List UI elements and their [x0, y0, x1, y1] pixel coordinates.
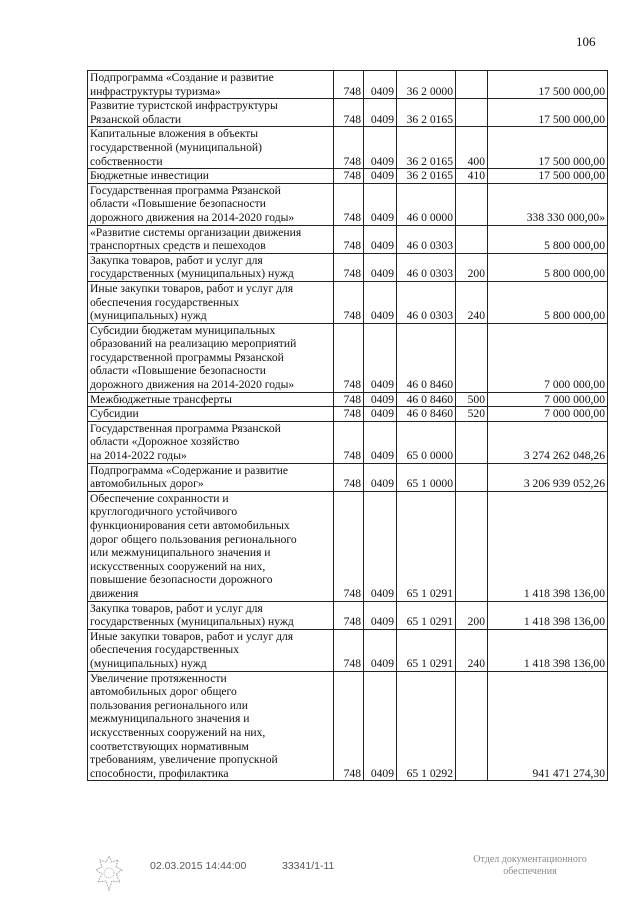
row-code-text: 748 [343, 615, 361, 629]
row-target-article-text: 46 0 8460 [406, 378, 453, 392]
row-code-text: 748 [343, 378, 361, 392]
row-target-article [397, 491, 456, 601]
row-amount-text: 7 000 000,00 [544, 407, 605, 421]
row-code [334, 491, 364, 601]
row-expense-type [456, 407, 488, 422]
row-target-article-text: 36 2 0165 [406, 154, 453, 168]
row-expense-type-text: 410 [467, 169, 485, 183]
row-expense-type [456, 421, 488, 463]
row-section [364, 421, 397, 463]
row-expense-type-text: 200 [467, 267, 485, 281]
row-code [334, 281, 364, 323]
row-amount-text: 941 471 274,30 [532, 766, 605, 780]
row-name-text: Развитие туристской инфраструктуры Рязанской области [90, 99, 278, 126]
row-amount [488, 671, 608, 781]
row-target-article [397, 407, 456, 422]
row-name [88, 183, 334, 225]
row-expense-type [456, 99, 488, 127]
table-row [88, 253, 608, 281]
row-name [88, 169, 334, 184]
row-name-text: Субсидии бюджетам муниципальных образований на реализацию мероприятий государственной программы Рязанской области «Повышение безопасности дорожного движения на 2014-2020 годы» [90, 323, 297, 392]
row-amount-text: 1 418 398 136,00 [523, 615, 605, 629]
row-amount [488, 127, 608, 169]
row-section-text: 0409 [370, 477, 394, 491]
row-amount [488, 323, 608, 392]
row-amount-text: 5 800 000,00 [544, 239, 605, 253]
row-target-article-text: 46 0 8460 [406, 392, 453, 406]
row-target-article [397, 183, 456, 225]
row-section [364, 601, 397, 629]
row-name-text: Межбюджетные трансферты [90, 392, 232, 406]
row-amount-text: 17 500 000,00 [538, 169, 605, 183]
row-target-article-text: 46 0 0000 [406, 210, 453, 224]
row-name-text: Подпрограмма «Создание и развитие инфраструктуры туризма» [90, 71, 274, 98]
row-section [364, 127, 397, 169]
row-section-text: 0409 [370, 392, 394, 406]
table-row [88, 421, 608, 463]
row-code [334, 71, 364, 99]
row-code [334, 127, 364, 169]
row-amount [488, 601, 608, 629]
row-expense-type [456, 601, 488, 629]
row-amount [488, 225, 608, 253]
budget-table-body [88, 71, 608, 781]
table-row [88, 183, 608, 225]
row-target-article-text: 65 0 0000 [406, 449, 453, 463]
row-expense-type-text: 500 [467, 392, 485, 406]
row-amount-text: 7 000 000,00 [544, 392, 605, 406]
row-amount-text: 7 000 000,00 [544, 378, 605, 392]
row-target-article-text: 65 1 0000 [406, 477, 453, 491]
row-amount [488, 71, 608, 99]
row-amount [488, 253, 608, 281]
row-name-text: Субсидии [90, 407, 139, 421]
row-target-article-text: 46 0 8460 [406, 407, 453, 421]
table-row [88, 392, 608, 407]
row-code [334, 601, 364, 629]
row-section-text: 0409 [370, 169, 394, 183]
row-code-text: 748 [343, 449, 361, 463]
row-section [364, 463, 397, 491]
row-section-text: 0409 [370, 586, 394, 600]
row-name-text: Обеспечение сохранности и круглогодичного устойчивого функционирования сети автомобильных дорог общего пользования регионального или межмуниципального значения и искусственных сооружений на них, повышение безопасности дорожного движения [90, 491, 297, 600]
row-target-article [397, 392, 456, 407]
row-amount [488, 392, 608, 407]
row-amount-text: 3 274 262 048,26 [523, 449, 605, 463]
row-amount-text: 17 500 000,00 [538, 112, 605, 126]
row-expense-type-text: 200 [467, 615, 485, 629]
row-target-article-text: 65 1 0291 [406, 656, 453, 670]
row-section-text: 0409 [370, 449, 394, 463]
row-name-text: Бюджетные инвестиции [90, 169, 210, 183]
row-expense-type [456, 323, 488, 392]
row-name [88, 225, 334, 253]
footer-department-stamp: Отдел документационного обеспечения [473, 854, 587, 877]
row-amount [488, 281, 608, 323]
row-section [364, 323, 397, 392]
row-code-text: 748 [343, 112, 361, 126]
row-amount-text: 3 206 939 052,26 [523, 477, 605, 491]
row-code [334, 392, 364, 407]
row-section-text: 0409 [370, 112, 394, 126]
table-row [88, 99, 608, 127]
row-name-text: Капитальные вложения в объекты государственной (муниципальной) собственности [90, 127, 262, 168]
row-code-text: 748 [343, 210, 361, 224]
row-amount-text: 5 800 000,00 [544, 309, 605, 323]
row-amount [488, 183, 608, 225]
row-section-text: 0409 [370, 615, 394, 629]
row-section-text: 0409 [370, 407, 394, 421]
row-section-text: 0409 [370, 766, 394, 780]
row-section [364, 99, 397, 127]
row-code-text: 748 [343, 477, 361, 491]
row-name-text: Государственная программа Рязанской области «Дорожное хозяйство на 2014-2022 годы» [90, 421, 281, 463]
table-row [88, 463, 608, 491]
row-amount-text: 5 800 000,00 [544, 267, 605, 281]
row-code-text: 748 [343, 766, 361, 780]
row-target-article-text: 36 2 0165 [406, 112, 453, 126]
row-code-text: 748 [343, 239, 361, 253]
row-section [364, 253, 397, 281]
row-expense-type [456, 169, 488, 184]
row-amount [488, 463, 608, 491]
row-section-text: 0409 [370, 309, 394, 323]
row-name [88, 253, 334, 281]
row-name [88, 491, 334, 601]
row-section-text: 0409 [370, 210, 394, 224]
row-expense-type [456, 127, 488, 169]
row-target-article [397, 629, 456, 671]
row-code [334, 169, 364, 184]
row-target-article-text: 65 1 0292 [406, 766, 453, 780]
row-code-text: 748 [343, 656, 361, 670]
row-section-text: 0409 [370, 378, 394, 392]
row-name [88, 127, 334, 169]
row-target-article [397, 169, 456, 184]
row-code-text: 748 [343, 267, 361, 281]
row-section [364, 225, 397, 253]
row-expense-type [456, 463, 488, 491]
row-section [364, 183, 397, 225]
row-name [88, 323, 334, 392]
row-target-article-text: 65 1 0291 [406, 615, 453, 629]
row-target-article [397, 323, 456, 392]
table-row [88, 225, 608, 253]
row-name-text: Увеличение протяженности автомобильных дорог общего пользования регионального или межмуниципального значения и искусственных сооружений на них, соответствующих нормативным требованиям, увеличение пропускной способности, профилактика [90, 671, 278, 780]
page-number: 106 [576, 34, 596, 49]
row-code [334, 463, 364, 491]
row-name-text: «Развитие системы организации движения транспортных средств и пешеходов [90, 225, 302, 253]
row-name-text: Закупка товаров, работ и услуг для государственных (муниципальных) нужд [90, 253, 294, 281]
footer-document-number: 33341/1-11 [282, 860, 335, 872]
row-expense-type [456, 225, 488, 253]
table-row [88, 127, 608, 169]
row-target-article-text: 36 2 0000 [406, 84, 453, 98]
table-row [88, 407, 608, 422]
row-code-text: 748 [343, 309, 361, 323]
row-target-article-text: 46 0 0303 [406, 267, 453, 281]
table-row [88, 71, 608, 99]
row-name [88, 392, 334, 407]
row-code-text: 748 [343, 392, 361, 406]
row-section [364, 629, 397, 671]
coat-of-arms-icon [92, 854, 126, 894]
row-code [334, 183, 364, 225]
row-name [88, 601, 334, 629]
row-name-text: Иные закупки товаров, работ и услуг для обеспечения государственных (муниципальных) нужд [90, 281, 294, 323]
row-target-article [397, 99, 456, 127]
row-target-article [397, 671, 456, 781]
table-row [88, 671, 608, 781]
row-target-article-text: 65 1 0291 [406, 586, 453, 600]
row-name-text: Подпрограмма «Содержание и развитие автомобильных дорог» [90, 463, 289, 491]
row-section [364, 671, 397, 781]
row-section-text: 0409 [370, 154, 394, 168]
row-target-article-text: 36 2 0165 [406, 169, 453, 183]
row-target-article [397, 463, 456, 491]
row-amount [488, 421, 608, 463]
row-section [364, 71, 397, 99]
row-code-text: 748 [343, 169, 361, 183]
row-amount-text: 17 500 000,00 [538, 154, 605, 168]
row-section [364, 392, 397, 407]
row-section-text: 0409 [370, 267, 394, 281]
row-amount [488, 169, 608, 184]
row-section-text: 0409 [370, 239, 394, 253]
table-row [88, 323, 608, 392]
row-target-article [397, 225, 456, 253]
table-row [88, 281, 608, 323]
row-code [334, 99, 364, 127]
row-expense-type-text: 520 [467, 407, 485, 421]
row-code-text: 748 [343, 84, 361, 98]
row-amount-text: 1 418 398 136,00 [523, 656, 605, 670]
row-target-article [397, 601, 456, 629]
row-expense-type [456, 671, 488, 781]
row-expense-type [456, 71, 488, 99]
row-section-text: 0409 [370, 656, 394, 670]
row-name [88, 421, 334, 463]
row-target-article [397, 253, 456, 281]
row-code-text: 748 [343, 586, 361, 600]
row-amount-text: 1 418 398 136,00 [523, 586, 605, 600]
table-row [88, 629, 608, 671]
row-name-text: Государственная программа Рязанской области «Повышение безопасности дорожного движения на 2014-2020 годы» [90, 183, 295, 224]
row-section-text: 0409 [370, 84, 394, 98]
row-code [334, 421, 364, 463]
row-section [364, 491, 397, 601]
row-code-text: 748 [343, 154, 361, 168]
row-name [88, 407, 334, 422]
row-section [364, 281, 397, 323]
row-section [364, 169, 397, 184]
row-target-article [397, 71, 456, 99]
row-target-article [397, 421, 456, 463]
row-amount [488, 99, 608, 127]
row-code [334, 323, 364, 392]
row-expense-type [456, 253, 488, 281]
row-expense-type [456, 629, 488, 671]
row-target-article [397, 127, 456, 169]
row-name [88, 281, 334, 323]
row-expense-type [456, 491, 488, 601]
row-expense-type-text: 240 [467, 309, 485, 323]
row-name [88, 99, 334, 127]
budget-table [87, 70, 608, 781]
row-expense-type [456, 281, 488, 323]
row-target-article-text: 46 0 0303 [406, 309, 453, 323]
row-amount [488, 629, 608, 671]
row-section [364, 407, 397, 422]
footer-timestamp: 02.03.2015 14:44:00 [150, 860, 247, 872]
row-code-text: 748 [343, 407, 361, 421]
page-footer [0, 848, 640, 905]
row-name [88, 71, 334, 99]
row-expense-type-text: 400 [467, 154, 485, 168]
row-expense-type [456, 392, 488, 407]
table-row [88, 169, 608, 184]
row-code [334, 225, 364, 253]
row-name [88, 671, 334, 781]
row-amount-text: 338 330 000,00» [526, 210, 605, 224]
row-amount [488, 491, 608, 601]
row-code [334, 407, 364, 422]
table-row [88, 601, 608, 629]
row-name-text: Иные закупки товаров, работ и услуг для обеспечения государственных (муниципальных) нужд [90, 629, 294, 670]
row-code [334, 629, 364, 671]
row-expense-type [456, 183, 488, 225]
row-amount [488, 407, 608, 422]
row-target-article [397, 281, 456, 323]
row-target-article-text: 46 0 0303 [406, 239, 453, 253]
row-code [334, 253, 364, 281]
row-code [334, 671, 364, 781]
row-name [88, 629, 334, 671]
row-name-text: Закупка товаров, работ и услуг для государственных (муниципальных) нужд [90, 601, 294, 629]
row-amount-text: 17 500 000,00 [538, 84, 605, 98]
row-expense-type-text: 240 [467, 656, 485, 670]
table-row [88, 491, 608, 601]
row-name [88, 463, 334, 491]
